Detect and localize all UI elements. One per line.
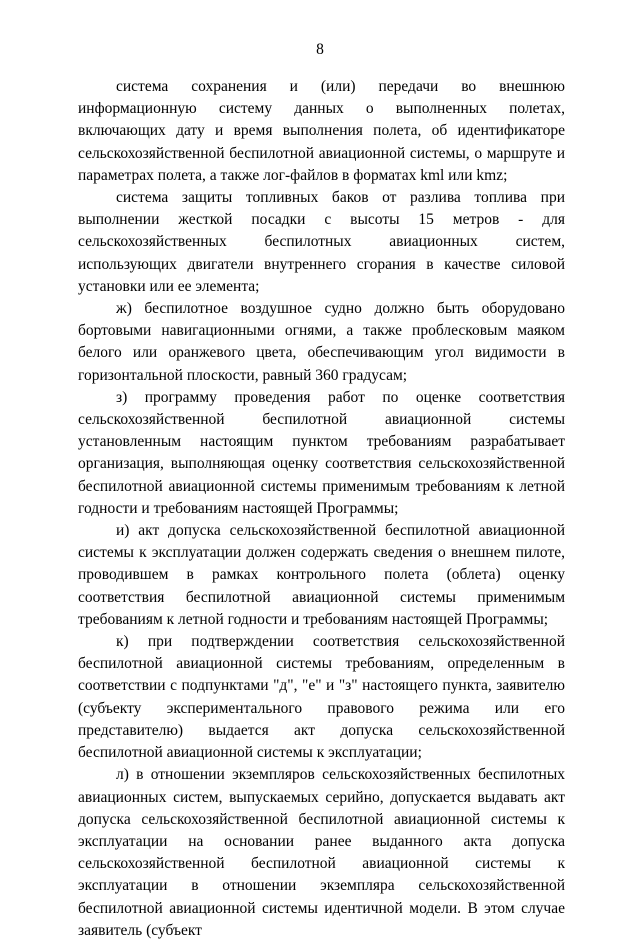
paragraph-item-zh: ж) беспилотное воздушное судно должно быть оборудовано бортовыми навигационными огнями, а также проблесковым маяком белого или оранжевого цвета, обеспечивающим угол видимости в горизонтальной плоскости, равный 360 градусам; <box>78 300 565 384</box>
paragraph-fuel-tank-protection: система защиты топливных баков от разлива топлива при выполнении жесткой посадки с высоты 15 метров - для сельскохозяйственных беспилотных авиационных систем, использующих двигатели внутреннего сгорания в качестве силовой установки или ее элемента; <box>78 189 565 295</box>
paragraph-item-k: к) при подтверждении соответствия сельскохозяйственной беспилотной авиационной системы требованиям, определенным в соответствии с подпунктами "д", "е" и "з" настоящего пункта, заявителю (субъекту экспериментального правового режима или его представителю) выдается акт допуска сельскохозяйственной беспилотной авиационной системы к эксплуатации; <box>78 633 565 762</box>
paragraph-item-l: л) в отношении экземпляров сельскохозяйственных беспилотных авиационных систем, выпускаемых серийно, допускается выдавать акт допуска сельскохозяйственной беспилотной авиационной системы к эксплуатации на основании ранее выданного акта допуска сельскохозяйственной беспилотной авиационной системы к эксплуатации в отношении экземпляра сельскохозяйственной беспилотной авиационной системы идентичной модели. В этом случае заявитель (субъект <box>78 766 565 939</box>
paragraph-data-transmission-system: система сохранения и (или) передачи во внешнюю информационную систему данных о выполненных полетах, включающих дату и время выполнения полета, об идентификаторе сельскохозяйственной беспилотной авиационной системы, о маршруте и параметрах полета, а также лог-файлов в форматах kml или kmz; <box>78 78 565 184</box>
page-number: 8 <box>316 41 324 58</box>
paragraph-item-z: з) программу проведения работ по оценке соответствия сельскохозяйственной беспилотной авиационной системы установленным настоящим пунктом требованиям разрабатывает организация, выполняющая оценку соответствия сельскохозяйственной беспилотной авиационной системы применимым требованиям к летной годности и требованиям настоящей Программы; <box>78 388 565 517</box>
paragraph-item-i: и) акт допуска сельскохозяйственной беспилотной авиационной системы к эксплуатации должен содержать сведения о внешнем пилоте, проводившем в рамках контрольного полета (облета) оценку соответствия беспилотной авиационной системы применимым требованиям к летной годности и требованиям настоящей Программы; <box>78 522 565 628</box>
document-body <box>78 76 565 942</box>
